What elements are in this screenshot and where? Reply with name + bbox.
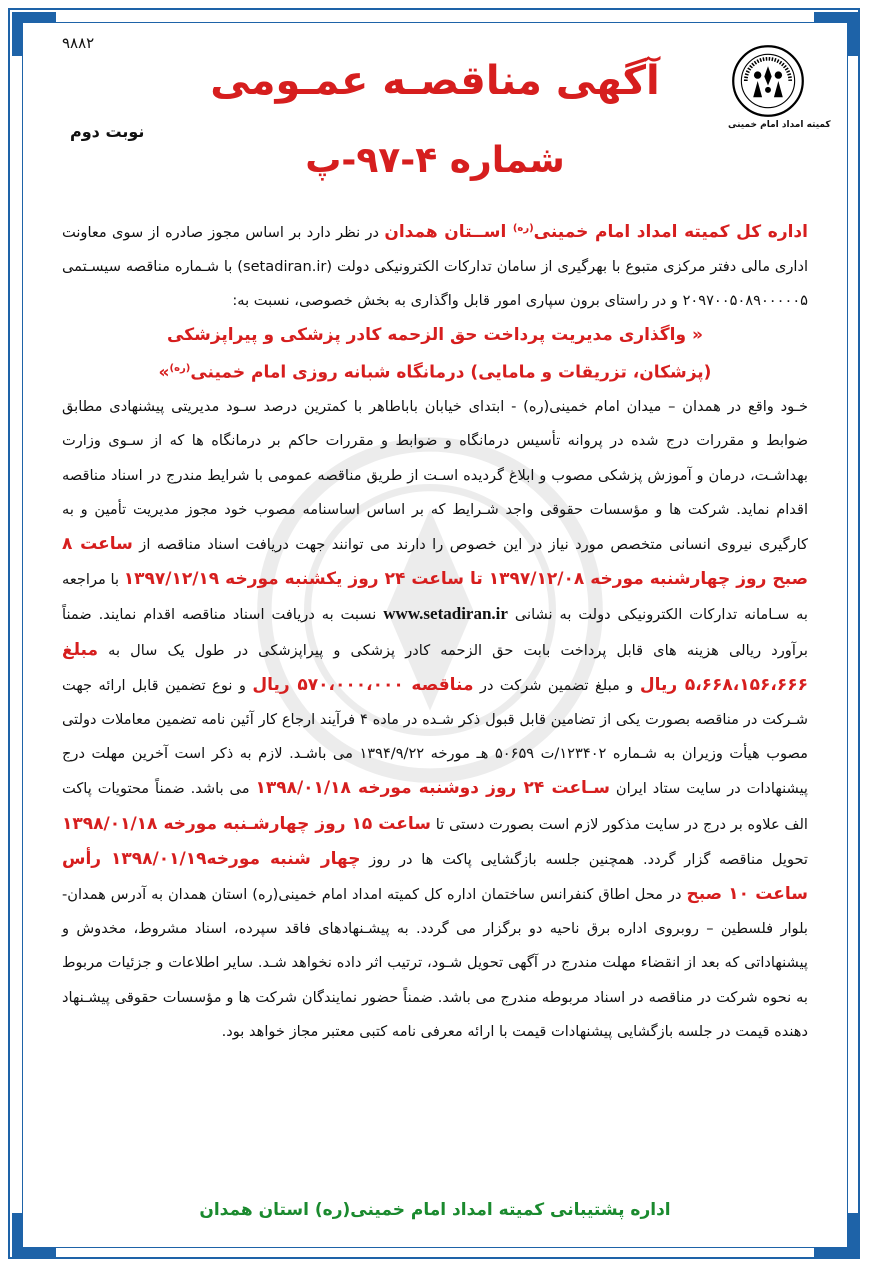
setadiran-link[interactable]: www.setadiran.ir bbox=[383, 604, 508, 624]
honorific-sup: (ره) bbox=[512, 223, 534, 234]
organization-name: اداره کل کمیته امداد امام خمینی bbox=[533, 221, 808, 242]
submission-deadline: سـاعت ۲۴ روز دوشنبه مورخه ۱۳۹۸/۰۱/۱۸ bbox=[255, 778, 610, 799]
logo-caption: کمیته امداد امام خمینی bbox=[728, 120, 831, 130]
document-code: ۹۸۸۲ bbox=[62, 34, 95, 52]
emblem-icon bbox=[731, 44, 805, 118]
corner-ornament bbox=[12, 1213, 56, 1257]
notice-body bbox=[62, 212, 808, 1049]
details-text-e: و نوع تضمین قابل ارائه جهت شـرکت در مناقصه بصورت یکی از تضامین قابل قبول ذکر شـده در ماده ۴ فرآیند ارجاع کار آئین نامه تضمین معاملات دولتی مصوب هیأت وزیران به شـماره ۱۲۳۴۰۲/ت ۵۰۶۵۹ هـ مورخه ۱۳۹۴/۹/۲۲ می باشـد. لازم به ذکر است آخرین مهلت درج پیشنهادات در سایت ستاد ایران bbox=[62, 676, 809, 798]
envelope-deadline: ساعت ۱۵ روز چهارشـنبه مورخه ۱۳۹۸/۰۱/۱۸ bbox=[62, 813, 431, 834]
honorific-sup: (ره) bbox=[169, 363, 191, 375]
details-paragraph bbox=[62, 390, 808, 1049]
details-text-f: می باشد. ضمناً محتویات پاکت الف علاوه بر درج در سایت مذکور لازم است بصورت دستی تا bbox=[62, 780, 808, 833]
intro-text: در نظر دارد بر اساس مجوز صادره از سوی معاونت اداری مالی دفتر مرکزی متبوع با بهرگیری از سامان تدارکات الکترونیکی دولت (setadiran.ir) با شـماره مناقصه سیسـتمی ۲۰۹۷۰۰۵۰۸۹۰۰۰۰۰۵ و در راستای برون سپاری امور قابل واگذاری به بخش خصوصی، نسبت به: bbox=[62, 223, 808, 310]
subject-line-1: « واگذاری مدیریت پرداخت حق الزحمه کادر پزشکی و پیراپزشکی bbox=[167, 325, 703, 346]
guarantee-amount: مناقصه ۵۷۰،۰۰۰،۰۰۰ ریال bbox=[252, 674, 474, 695]
intro-paragraph bbox=[62, 212, 808, 318]
details-text-c: نسبت به دریافت اسناد مناقصه اقدام نمایند. ضمناً برآورد ریالی هزینه های قابل پرداخت بابت حق الزحمه کادر پزشکی و پیراپزشکی در طول یک سال به bbox=[62, 606, 808, 659]
organization-logo bbox=[728, 44, 831, 144]
details-text-g: تحویل مناقصه گزار گردد. همچنین جلسه بازگشایی پاکت ها در روز bbox=[360, 850, 808, 868]
subject-line-2 bbox=[62, 352, 808, 390]
corner-ornament bbox=[814, 1213, 858, 1257]
corner-ornament bbox=[12, 12, 56, 56]
details-text-d: و مبلغ تضمین شرکت در bbox=[473, 676, 640, 694]
details-text-a: خـود واقع در همدان – میدان امام خمینی(ره) - ابتدای خیابان باباطاهر با کمترین درصد سـود مدیریتی پیشنهادی مطابق ضوابط و مقررات درج شده در پروانه تأسیس درمانگاه و ضوابط و مقررات حاکم بر درمانگاه ها که از سـوی وزارت بهداشـت، درمان و آموزش پزشکی مصوب و ابلاغ گردیده اسـت از طریق مناقصه عمومی با شرایط مندرج در اسناد مناقصه اقدام نماید. شرکت ها و مؤسسات حقوقی واجد شـرایط که بر اساس اساسنامه مصوب خود مجوز مدیریت تأمین و به کارگیری نیروی انسانی متخصص مورد نیاز در این خصوص را دارند می توانند جهت دریافت اسناد مناقصه از bbox=[62, 398, 808, 553]
document-period: ساعت ۸ صبح روز چهارشنبه مورخه ۱۳۹۷/۱۲/۰۸ تا ساعت ۲۴ روز یکشنبه مورخه ۱۳۹۷/۱۲/۱۹ bbox=[62, 533, 808, 590]
details-text-h: در محل اطاق کنفرانس ساختمان اداره کل کمیته امداد امام خمینی(ره) استان همدان به آدرس همدان- بلوار فلسطین – روبروی اداره برق ناحیه دو برگزار می گردد. به پیشـنهادهای فاقد سپرده، اسناد مشروط، مخدوش و پیشنهاداتی که بعد از انقضاء مهلت مندرج در آگهی تحویل شـود، ترتیب اثر داده نخواهد شـد. سایر اطلاعات و جزئیات مربوط به نحوه شرکت در مناقصه در اسناد مربوطه مندرج می باشد. ضمناً حضور نمایندگان شرکت ها و مؤسسات حقوقی پیشـنهاد دهنده قیمت در جلسه بازگشایی پیشنهادات قیمت با ارائه معرفی نامه کتبی معتبر مجاز خواهد بود. bbox=[62, 885, 808, 1040]
notice-round: نوبت دوم bbox=[70, 122, 145, 141]
corner-ornament bbox=[814, 12, 858, 56]
page-title: آگهی مناقصـه عمـومی bbox=[210, 58, 660, 104]
subject-line-2-text: (پزشکان، تزریقات و مامایی) درمانگاه شبانه روزی امام خمینی bbox=[190, 363, 712, 384]
details-text-b: با مراجعه به سـامانه تدارکات الکترونیکی دولت به نشانی bbox=[62, 571, 808, 624]
footer-signature: اداره پشتیبانی کمیته امداد امام خمینی(ره) استان همدان bbox=[199, 1200, 671, 1220]
opening-date: چهار شنبه مورخه۱۳۹۸/۰۱/۱۹ رأس ساعت ۱۰ صبح bbox=[62, 848, 808, 904]
tender-number: شماره ۴-۹۷-پ bbox=[305, 140, 565, 181]
estimated-amount: مبلغ ۵،۶۶۸،۱۵۶،۶۶۶ ریال bbox=[62, 639, 808, 695]
subject-line-2-end: » bbox=[158, 363, 170, 384]
province-name: اســتان همدان bbox=[384, 221, 513, 242]
